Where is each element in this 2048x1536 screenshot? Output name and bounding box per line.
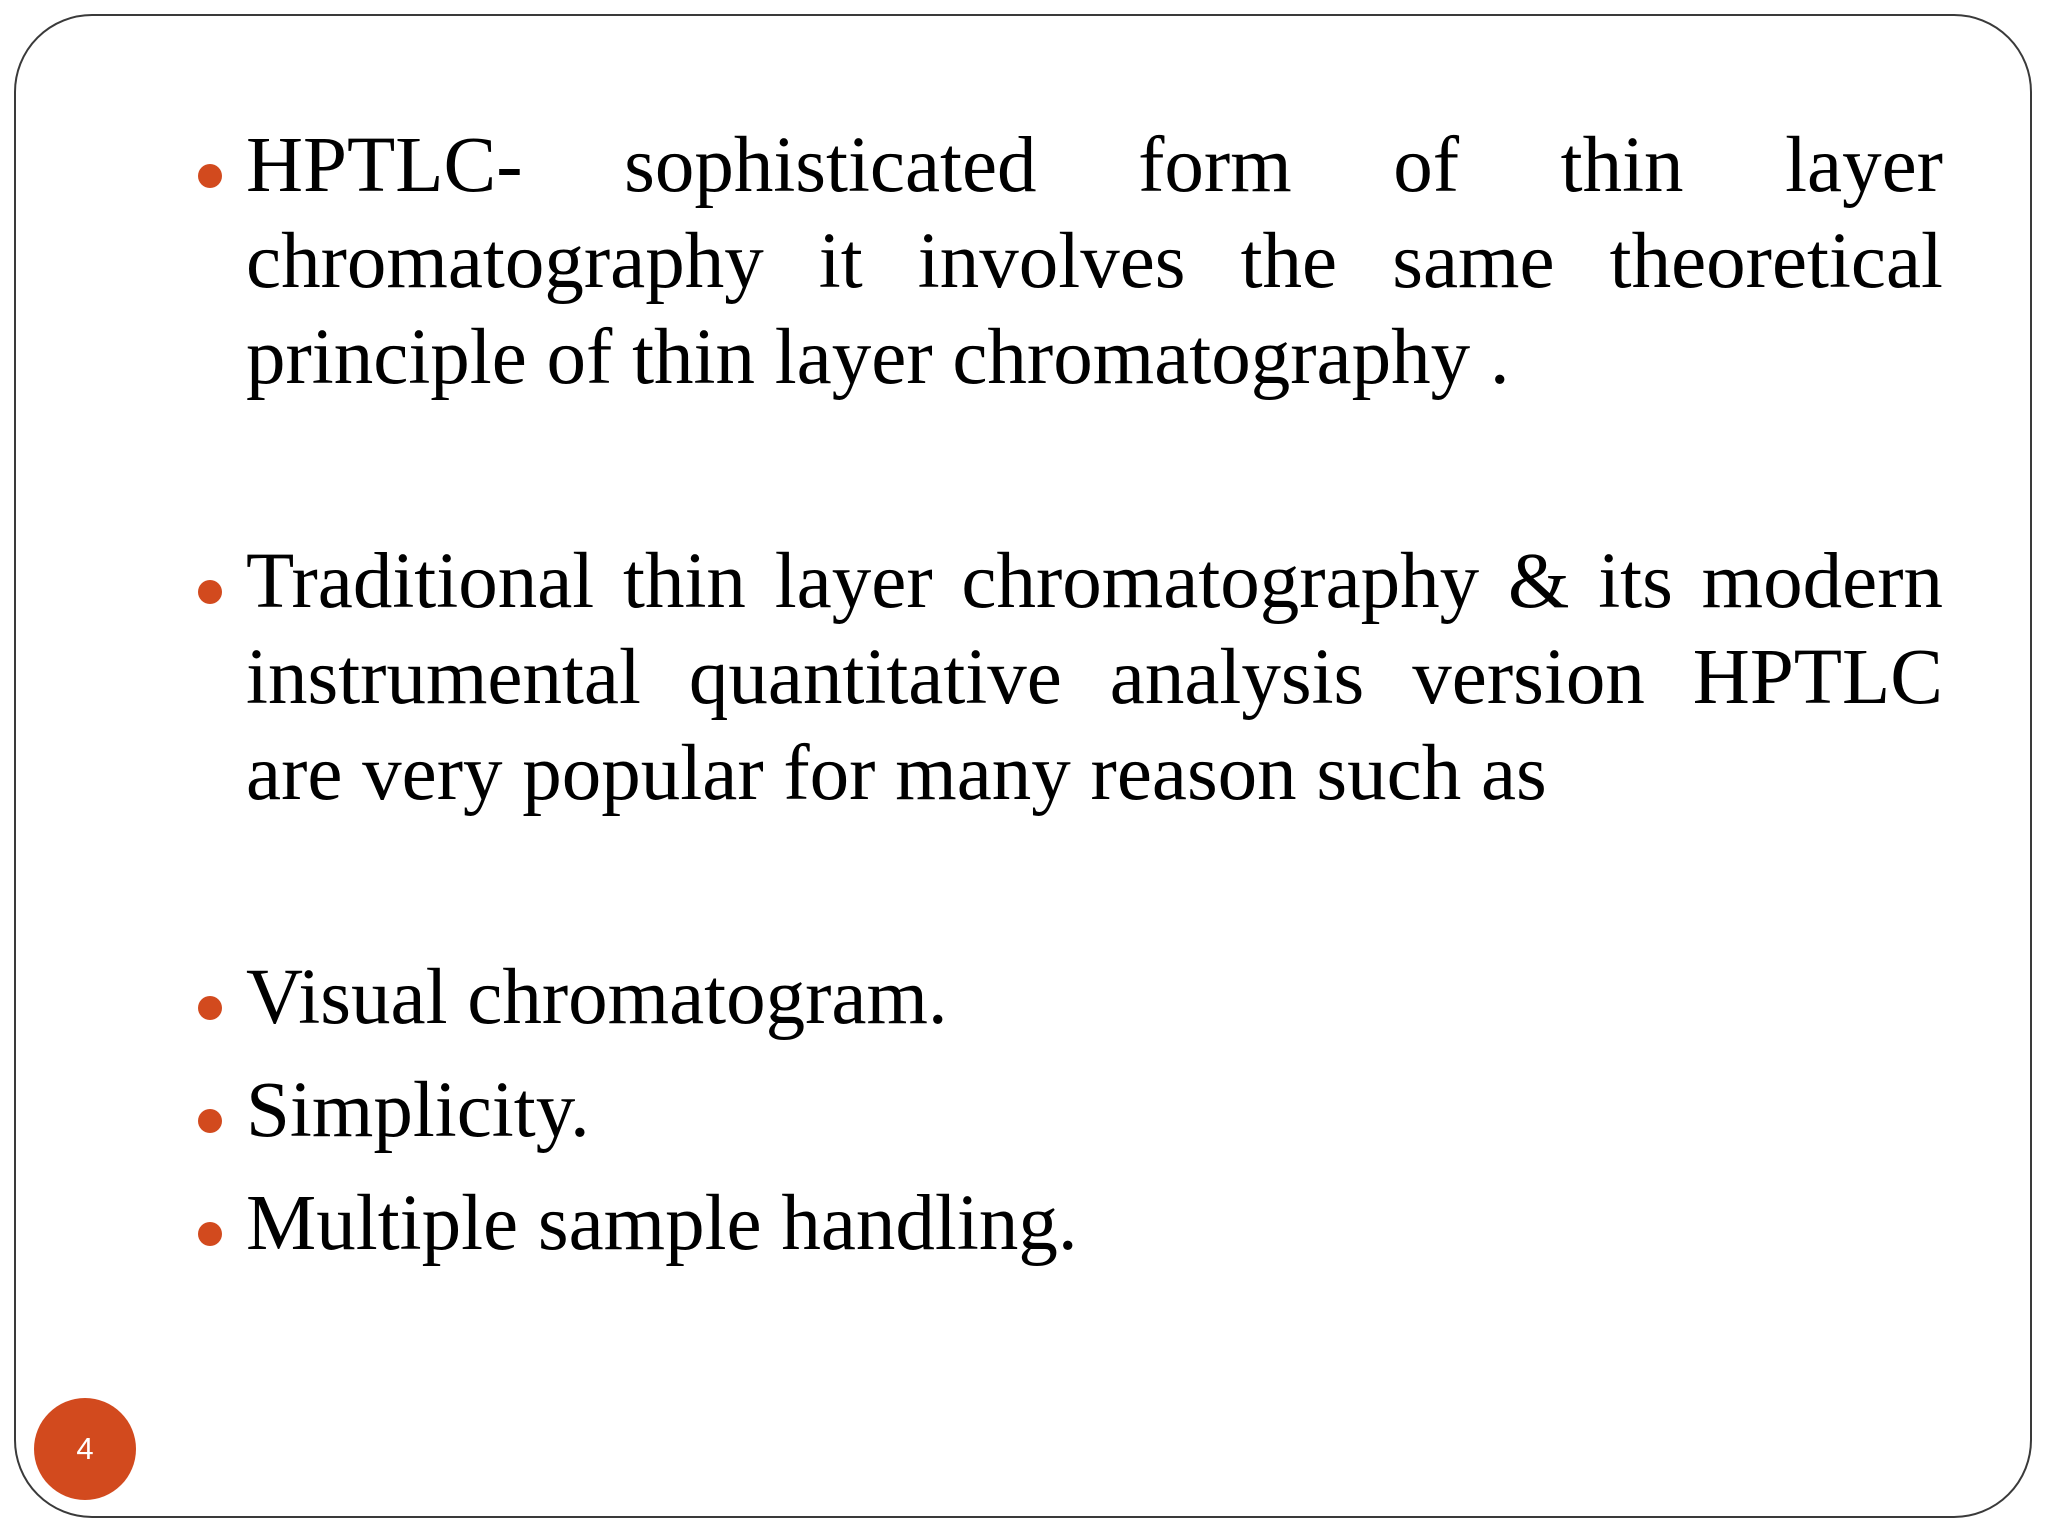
- bullet-item-2: [246, 534, 1943, 822]
- bullet-dot-icon: [198, 164, 222, 188]
- page-number: 4: [76, 1431, 94, 1466]
- bullet-text: Traditional thin layer chromatography & its modern instrumental quantitative analysis version HPTLC are very popular for many reason such as: [246, 538, 1943, 817]
- bullet-dot-icon: [198, 1222, 222, 1246]
- page-number-badge: [34, 1398, 136, 1500]
- bullet-item-5: [246, 1176, 1943, 1272]
- bullet-dot-icon: [198, 580, 222, 604]
- bullet-text: Multiple sample handling.: [246, 1180, 1078, 1267]
- bullet-list: [16, 16, 2030, 1516]
- bullet-text: Simplicity.: [246, 1067, 590, 1154]
- bullet-text: HPTLC- sophisticated form of thin layer chromatography it involves the same theoretical principle of thin layer chromatography .: [246, 122, 1943, 401]
- slide-frame: [14, 14, 2032, 1518]
- bullet-item-3: [246, 950, 1943, 1046]
- bullet-item-4: [246, 1063, 1943, 1159]
- bullet-dot-icon: [198, 996, 222, 1020]
- bullet-item-1: [246, 118, 1943, 406]
- bullet-dot-icon: [198, 1109, 222, 1133]
- bullet-text: Visual chromatogram.: [246, 954, 948, 1041]
